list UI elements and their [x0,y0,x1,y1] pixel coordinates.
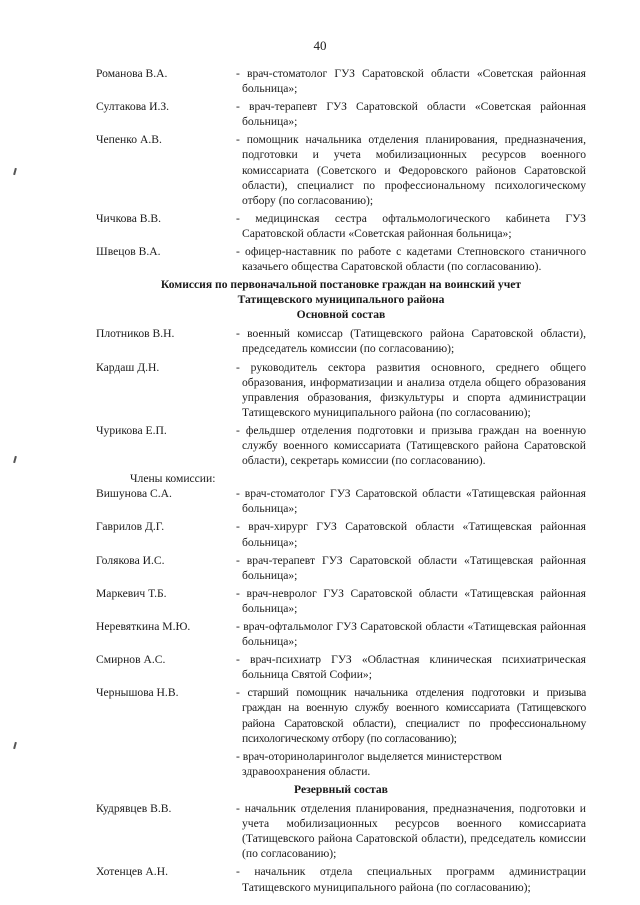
commission-subtitle: Татищевского муниципального района [237,293,445,307]
list-item [96,586,586,616]
member-name: Чурикова Е.П. [96,423,167,437]
member-role: - врач-терапевт ГУЗ Саратовской области «Советская районная больница»; [236,100,586,129]
member-role: - фельдшер отделения подготовки и призыва граждан на военную службу военного комиссариата (Татищевского района Саратовской области), секретарь комиссии (по согласованию). [236,423,586,468]
list-item [96,211,586,241]
member-name: Швецов В.А. [96,245,161,259]
member-role: - начальник отделения планирования, предназначения, подготовки и учета мобилизационных ресурсов военного комиссариата (Татищевского района Саратовской области), председатель комиссии (по согласованию); [236,802,586,861]
list-item [96,864,586,894]
ent-specialist-note: - врач-оториноларинголог выделяется министерством здравоохранения области. [236,749,502,778]
reserve-members-list [96,801,586,895]
member-role: - старший помощник начальника отделения подготовки и призыва граждан на военную службу военного комиссариата (Татищевского района Саратовской области), специалист по профессиональному психологическому отбору (по согласованию); [236,686,586,745]
member-role: - военный комиссар (Татищевского района Саратовской области), председатель комиссии (по согласованию); [236,327,586,356]
member-name: Романова В.А. [96,67,168,80]
member-name: Вишунова С.А. [96,487,172,501]
list-item [96,685,586,745]
member-name: Маркевич Т.Б. [96,586,167,600]
list-item [96,132,586,207]
member-role: - руководитель сектора развития основного, среднего общего образования, информатизации и анализа отдела общего образования управления образования, физкультуры и спорта администрации Татищевского муниципального района (по согласованию); [236,360,586,419]
list-item [96,519,586,549]
list-item [96,326,586,356]
list-item [96,553,586,583]
commission-members-list [96,486,586,746]
member-name: Чепенко А.В. [96,133,162,147]
member-role: - врач-психиатр ГУЗ «Областная клиническая психиатрическая больница Святой Софии»; [236,653,586,682]
page-number: 40 [313,38,327,53]
list-item [96,66,586,96]
commission-leaders-list [96,326,586,468]
reserve-composition-heading: Резервный состав [294,782,388,796]
list-item [96,244,586,274]
member-role: - помощник начальника отделения планирования, предназначения, подготовки и учета мобилизационных ресурсов военного комиссариата (Советского и Федоровского районов Саратовской области), специалист по профессиональному психологическому отбору (по согласованию); [236,133,586,207]
member-role: - врач-хирург ГУЗ Саратовской области «Татищевская районная больница»; [236,520,586,549]
member-role: - врач-невролог ГУЗ Саратовской области «Татищевская районная больница»; [236,586,586,615]
list-item [96,652,586,682]
scan-margin-mark [13,168,17,175]
member-name: Султакова И.З. [96,100,170,114]
member-name: Хотенцев А.Н. [96,865,168,879]
member-name: Кардаш Д.Н. [96,360,160,374]
list-item [96,801,586,861]
member-name: Плотников В.Н. [96,327,175,341]
list-item [96,486,586,516]
member-name: Смирнов А.С. [96,653,166,667]
previous-commission-list [96,66,586,274]
member-name: Голякова И.С. [96,553,165,567]
member-role: - медицинская сестра офтальмологического кабинета ГУЗ Саратовской области «Советская районная больница»; [236,211,586,240]
members-label: Члены комиссии: [130,472,216,486]
list-item [96,99,586,129]
member-role: - врач-стоматолог ГУЗ Саратовской области «Татищевская районная больница»; [236,487,586,516]
document-body [96,66,586,898]
member-role: - врач-офтальмолог ГУЗ Саратовской области «Татищевская районная больница»; [236,620,586,649]
member-name: Кудрявцев В.В. [96,802,172,816]
list-item [96,423,586,468]
member-role: - врач-стоматолог ГУЗ Саратовской области «Советская районная больница»; [236,67,586,96]
list-item [96,619,586,649]
list-item [96,360,586,420]
main-composition-heading: Основной состав [296,308,386,322]
scan-margin-mark [13,456,17,463]
member-role: - начальник отдела специальных программ администрации Татищевского муниципального района (по согласованию); [236,865,586,894]
scan-margin-mark [13,742,17,749]
member-role: - офицер-наставник по работе с кадетами Степновского станичного казачьего общества Саратовской области (по согласованию). [236,245,586,274]
member-name: Чичкова В.В. [96,211,162,225]
member-name: Чернышова Н.В. [96,686,179,700]
member-name: Неревяткина М.Ю. [96,620,191,633]
member-role: - врач-терапевт ГУЗ Саратовской области «Татищевская районная больница»; [236,553,586,582]
commission-title: Комиссия по первоначальной постановке граждан на воинский учет [160,278,522,292]
member-name: Гаврилов Д.Г. [96,520,165,534]
